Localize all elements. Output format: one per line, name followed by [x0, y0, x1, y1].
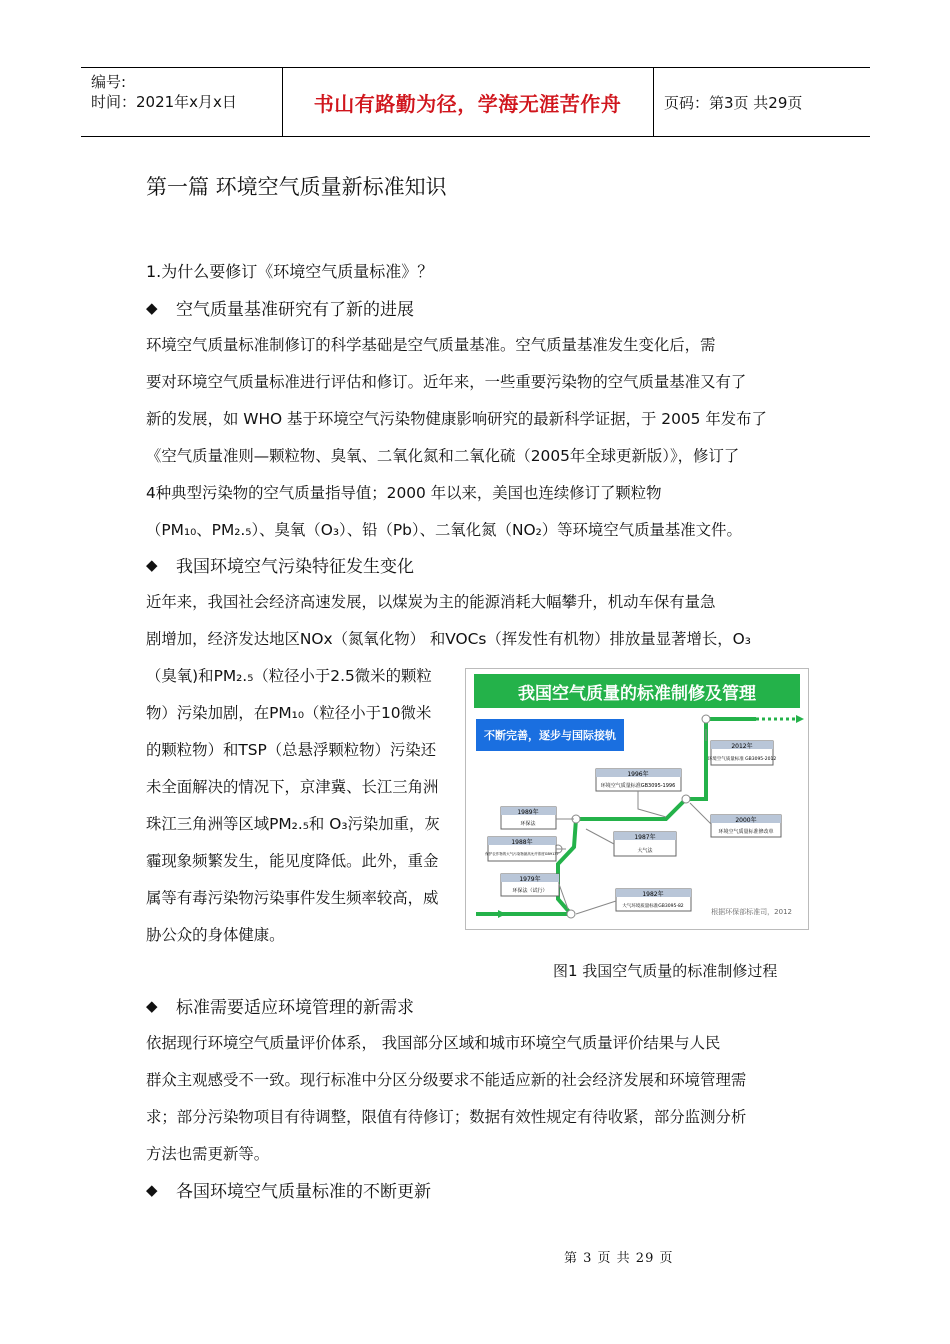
- document-number-label: 编号:: [91, 73, 127, 91]
- node-year: 1979年: [519, 876, 541, 883]
- paragraph-line: 新的发展，如 WHO 基于环境空气污染物健康影响研究的最新科学证据，于 2005 年发布了: [146, 410, 767, 428]
- document-date-label: 时间：2021年x月x日: [91, 93, 237, 111]
- figure-title: 我国空气质量的标准制修及管理: [518, 683, 756, 704]
- node-label: 保护农作物的大气污染物最高允许浓度GB9137: [485, 852, 559, 856]
- section-heading-2: [146, 552, 414, 577]
- section-heading-3: [146, 993, 414, 1018]
- section-heading-text: 各国环境空气质量标准的不断更新: [176, 1182, 431, 1202]
- question-heading: 1.为什么要修订《环境空气质量标准》？: [146, 262, 434, 281]
- diamond-bullet-icon: ◆: [146, 1180, 158, 1199]
- node-year: 1996年: [627, 771, 649, 778]
- node-year: 1987年: [634, 834, 656, 841]
- paragraph-line: 胁公众的身体健康。: [146, 926, 285, 944]
- paragraph-line: 珠江三角洲等区域PM₂.₅和 O₃污染加重，灰: [146, 815, 440, 833]
- paragraph-line: 未全面解决的情况下，京津冀、长江三角洲: [146, 778, 439, 796]
- section-heading-1: [146, 295, 414, 320]
- paragraph-line: （臭氧)和PM₂.₅（粒径小于2.5微米的颗粒: [146, 667, 432, 685]
- paragraph-line: 剧增加，经济发达地区NOx（氮氧化物） 和VOCs（挥发性有机物）排放量显著增长，O₃: [146, 630, 751, 648]
- diamond-bullet-icon: ◆: [146, 298, 158, 317]
- section-heading-4: [146, 1177, 431, 1202]
- node-1988: [485, 837, 559, 861]
- node-1979: [501, 874, 559, 896]
- node-label: 环保法: [520, 821, 536, 827]
- standards-timeline-figure: [465, 668, 809, 930]
- node-label: 环境空气质量标准GB3095-1996: [600, 783, 676, 789]
- paragraph-line: [146, 481, 806, 503]
- header-info-cell: [81, 68, 283, 136]
- node-label: 大气法: [637, 848, 653, 854]
- node-1989: [501, 807, 556, 829]
- paragraph-line: 求；部分污染物项目有待调整，限值有待修订；数据有效性规定有待收紧，部分监测分析: [146, 1108, 747, 1126]
- node-label: 环保法（试行）: [512, 888, 548, 894]
- paragraph-line: 依据现行环境空气质量评价体系， 我国部分区域和城市环境空气质量评价结果与人民: [146, 1034, 721, 1052]
- node-year: 1988年: [511, 839, 533, 846]
- chapter-title: 第一篇 环境空气质量新标准知识: [146, 175, 447, 199]
- header-page-cell: [654, 68, 870, 136]
- paragraph-line: 要对环境空气质量标准进行评估和修订。近年来，一些重要污染物的空气质量基准又有了: [146, 373, 747, 391]
- figure-source-note: 根据环保部标准司，2012: [711, 908, 792, 916]
- paragraph-line: 霾现象频繁发生，能见度降低。此外，重金: [146, 852, 439, 870]
- node-label: 环境空气质量标准修改单: [718, 829, 774, 835]
- node-1987: [614, 832, 676, 856]
- figure-subtitle-box: 不断完善，逐步与国际接轨: [476, 719, 624, 751]
- paragraph-line: （PM₁₀、PM₂.₅）、臭氧（O₃）、铅（Pb）、二氧化氮（NO₂）等环境空气质量基准文件。: [146, 521, 742, 539]
- diamond-bullet-icon: ◆: [146, 996, 158, 1015]
- paragraph-line: 群众主观感受不一致。现行标准中分区分级要求不能适应新的社会经济发展和环境管理需: [146, 1071, 747, 1089]
- section-heading-text: 我国环境空气污染特征发生变化: [176, 557, 414, 577]
- section-heading-text: 标准需要适应环境管理的新需求: [176, 998, 414, 1018]
- diamond-bullet-icon: ◆: [146, 555, 158, 574]
- paragraph-line: 物）污染加剧，在PM₁₀（粒径小于10微米: [146, 704, 432, 722]
- paragraph-line: 的颗粒物）和TSP（总悬浮颗粒物）污染还: [146, 741, 437, 759]
- motto: 书山有路勤为径，学海无涯苦作舟: [313, 91, 622, 116]
- node-2012: [708, 741, 777, 765]
- paragraph-line: 近年来，我国社会经济高速发展，以煤炭为主的能源消耗大幅攀升，机动车保有量急: [146, 593, 716, 611]
- page-header: [81, 67, 870, 137]
- node-label: 大气环境质量标准GB3095-82: [622, 904, 684, 909]
- node-1982: [616, 889, 691, 911]
- paragraph-line: 《空气质量准则—颗粒物、臭氧、二氧化氮和二氧化硫（2005年全球更新版）》，修订了: [146, 447, 740, 465]
- paragraph-line: 方法也需更新等。: [146, 1145, 270, 1163]
- node-label: 环境空气质量标准 GB3095-2012: [707, 757, 777, 762]
- figure-caption: 图1 我国空气质量的标准制修过程: [553, 962, 778, 980]
- node-1996: [596, 769, 681, 791]
- node-year: 2000年: [735, 817, 757, 824]
- timeline-diagram: [466, 669, 808, 929]
- paragraph-line-text: 4种典型污染物的空气质量指导值；2000 年以来，美国也连续修订了颗粒物: [146, 484, 662, 502]
- node-year: 1989年: [517, 809, 539, 816]
- node-year: 2012年: [731, 743, 753, 750]
- paragraph-line: 环境空气质量标准制修订的科学基础是空气质量基准。空气质量基准发生变化后，需: [146, 336, 716, 354]
- page-number-label: 页码：第3页 共29页: [664, 93, 803, 112]
- paragraph-line: 属等有毒污染物污染事件发生频率较高，威: [146, 889, 439, 907]
- header-motto-cell: [282, 68, 654, 136]
- page-footer: 第 3 页 共 29 页: [564, 1251, 674, 1266]
- section-heading-text: 空气质量基准研究有了新的进展: [176, 300, 414, 320]
- node-2000: [711, 815, 781, 837]
- node-year: 1982年: [642, 891, 664, 898]
